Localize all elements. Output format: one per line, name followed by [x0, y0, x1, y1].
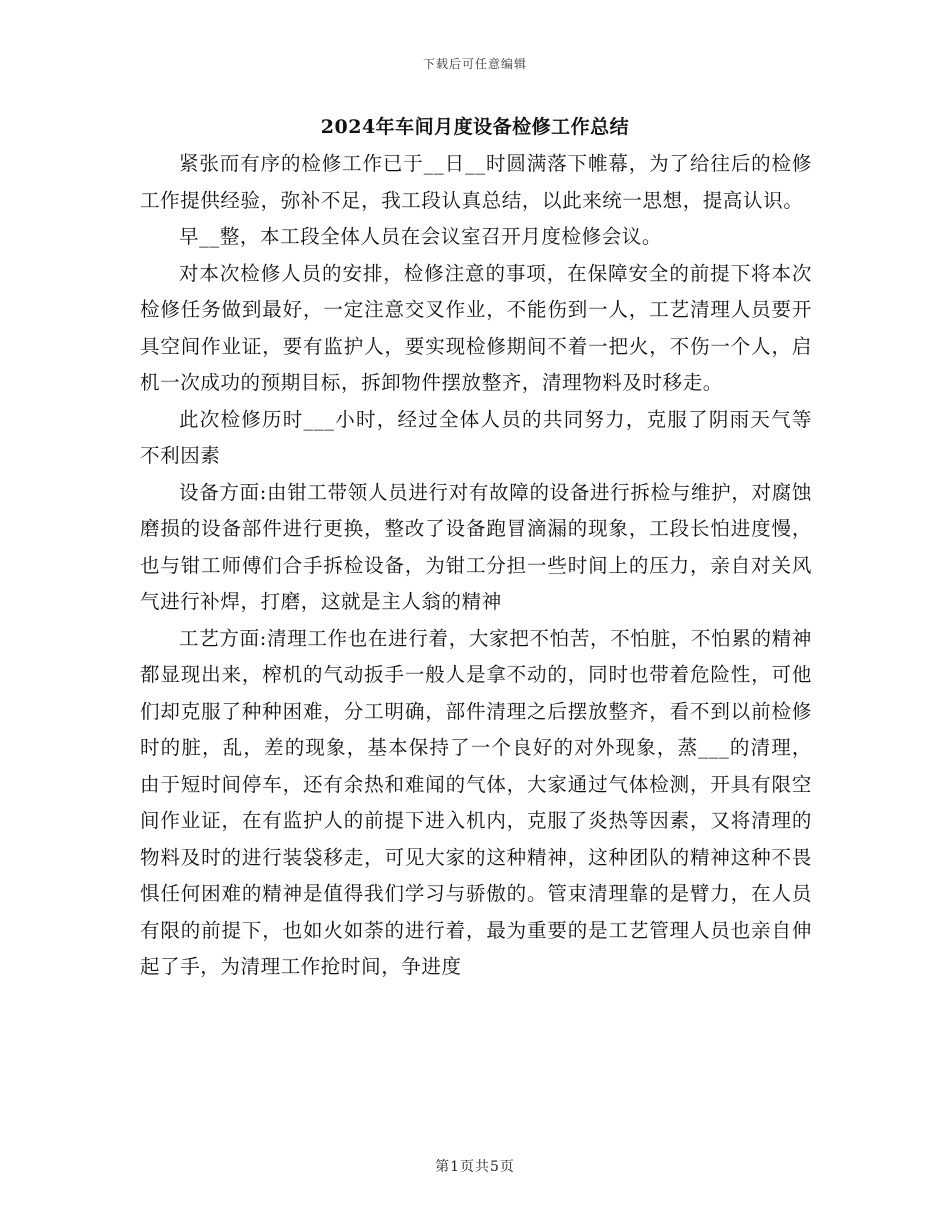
paragraph-intro: 紧张而有序的检修工作已于__日__时圆满落下帷幕，为了给往后的检修工作提供经验，弥补不足，我工段认真总结，以此来统一思想，提高认识。	[140, 152, 812, 212]
paragraph-equipment: 设备方面:由钳工带领人员进行对有故障的设备进行拆检与维护，对腐蚀磨损的设备部件进行更换，整改了设备跑冒滴漏的现象，工段长怕进度慢，也与钳工师傅们合手拆检设备，为钳工分担一些时间上的压力，亲自对关风气进行补焊，打磨，这就是主人翁的精神	[140, 480, 812, 613]
document-title: 2024年车间月度设备检修工作总结	[320, 116, 630, 138]
document-body	[140, 146, 812, 986]
paragraph-process: 工艺方面:清理工作也在进行着，大家把不怕苦，不怕脏，不怕累的精神都显现出来，榨机的气动扳手一般人是拿不动的，同时也带着危险性，可他们却克服了种种困难，分工明确，部件清理之后摆放整齐，看不到以前检修时的脏，乱，差的现象，基本保持了一个良好的对外现象，蒸___的清理，由于短时间停车，还有余热和难闻的气体，大家通过气体检测，开具有限空间作业证，在有监护人的前提下进入机内，克服了炎热等因素，又将清理的物料及时的进行装袋移走，可见大家的这种精神，这种团队的精神这种不畏惧任何困难的精神是值得我们学习与骄傲的。管束清理靠的是臂力，在人员有限的前提下，也如火如荼的进行着，最为重要的是工艺管理人员也亲自伸起了手，为清理工作抢时间，争进度	[140, 626, 812, 978]
paragraph-arrangement: 对本次检修人员的安排，检修注意的事项，在保障安全的前提下将本次检修任务做到最好，一定注意交叉作业，不能伤到一人，工艺清理人员要开具空间作业证，要有监护人，要实现检修期间不着一把火，不伤一个人，启机一次成功的预期目标，拆卸物件摆放整齐，清理物料及时移走。	[140, 261, 812, 394]
page-number: 第1页共5页	[435, 1159, 515, 1175]
paragraph-duration: 此次检修历时___小时，经过全体人员的共同努力，克服了阴雨天气等不利因素	[140, 407, 812, 467]
header-note: 下载后可任意编辑	[422, 57, 527, 71]
paragraph-meeting: 早__整，本工段全体人员在会议室召开月度检修会议。	[179, 225, 663, 248]
